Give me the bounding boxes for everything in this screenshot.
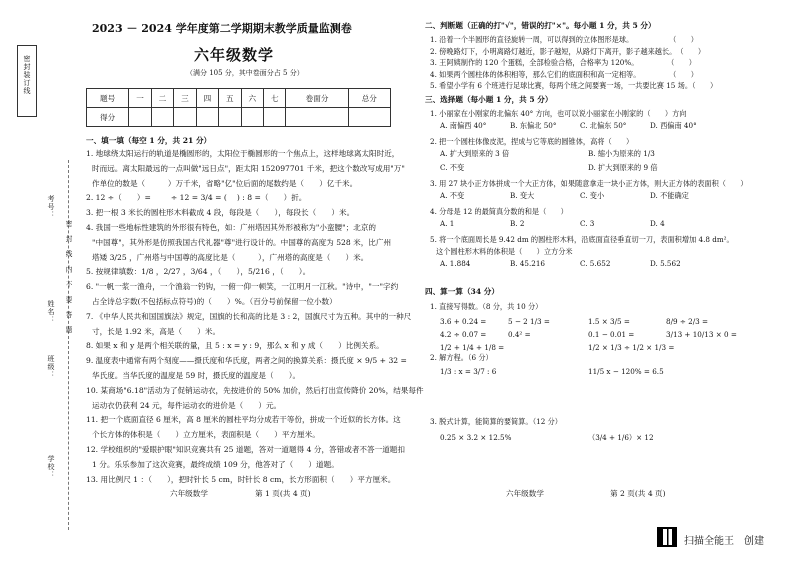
question-line: 5. 按规律填数：1/8 ，2/27 ，3/64 ，（ ），5/216 ，（ ）。: [86, 267, 311, 277]
question-line: 1. 地球绕太阳运行的轨道是椭圆形的，太阳位于椭圆形的一个焦点上，这样地球离太阳时近，: [86, 149, 400, 158]
section4-title: 四、算一算（34 分）: [425, 287, 499, 296]
section3-title: 三、选择题（每小题 1 分，共 5 分）: [425, 95, 553, 104]
score-cell[interactable]: [219, 108, 241, 127]
choice-question-cont: 这个圆柱形木料的体积是（ ）立方分米: [436, 247, 573, 256]
question-line: 占全诗总字数(不包括标点符号)的（ ）%。（百分号前保留一位小数）: [92, 297, 337, 306]
exam-title: 2023 － 2024 学年度第二学期期末教学质量监测卷: [92, 22, 352, 35]
choice-option: D. 不能确定: [650, 191, 689, 200]
choice-question: 4. 分母是 12 的最简真分数的和是（ ）: [430, 207, 568, 216]
choice-option: B. 45.216: [510, 259, 546, 268]
choice-option: B. 缩小为原来的 1/3: [588, 149, 655, 158]
judge-item: 5. 希望小学有 6 个班进行足球比赛，每两个班之间要赛一场，一共要比赛 15 场。（ ）: [430, 81, 718, 90]
question-line: 个长方体的体积是（ ）立方厘米，表面积是（ ）平方厘米。: [92, 430, 320, 440]
calc-item: 3.6 + 0.24 =: [440, 317, 487, 326]
score-row-label: 得分: [87, 108, 129, 127]
question-line: 4. 我国一些地标性建筑的外形很有特色，如：广州塔因其外形被称为"小蛮腰"；北京的: [86, 223, 377, 232]
question-line: 塔矮 3/25 ，广州塔与中国尊的高度比是（ ），广州塔的高度是（ ）米。: [92, 252, 369, 262]
field-school: 学校：: [47, 455, 55, 479]
choice-option: C. 北偏东 50°: [580, 121, 627, 130]
question-line: 1 分。乐乐参加了这次竞赛，最终成绩 109 分，他答对了（ ）道题。: [92, 459, 339, 469]
choice-option: C. 变小: [580, 191, 605, 200]
score-note: （满分 105 分，其中卷面分占 5 分）: [186, 69, 304, 77]
field-name: 姓名：: [47, 300, 55, 324]
choice-option: A. 扩大到原来的 3 倍: [440, 149, 510, 158]
score-table: [86, 88, 391, 127]
question-line: 3. 把一根 3 米长的圆柱形木料截成 4 段，每段是（ ），每段长（ ）米。: [86, 208, 355, 218]
calc-item: 0.4² =: [508, 330, 531, 339]
question-line: 7. 《中华人民共和国国旗法》规定，国旗的长和高的比是 3 : 2，国旗尺寸为五种。其中的一种尺: [86, 311, 412, 321]
calc-item: 0.1 − 0.01 =: [588, 330, 635, 339]
calc-item: 1/2 × 1/3 ÷ 1/2 × 1/3 =: [588, 343, 675, 352]
subject-title: 六年级数学: [194, 46, 275, 64]
simplify-expr-2: （3/4 + 1/6）× 12: [588, 433, 654, 442]
left-footer-subject: 六年级数学: [170, 489, 208, 498]
question-line: 时而远。离太阳最远的一点叫做"远日点"，距太阳 152097701 千米，把这个数改写成用"万": [92, 163, 405, 173]
question-line: 11. 把一个底面直径 6 厘米，高 8 厘米的圆柱平均分成若干等份，拼成一个近似的长方体。这: [86, 415, 401, 425]
choice-option: A. 南偏西 40°: [440, 121, 487, 130]
question-line: 12. 学校组织的"爱眼护眼"知识竞赛共有 25 道题，答对一道题得 4 分，答错或者不答一道题扣: [86, 445, 405, 454]
binding-label: 密封装订线: [23, 55, 31, 95]
choice-option: C. 3: [580, 219, 595, 228]
calc-item: 4.2 ÷ 0.07 =: [440, 330, 487, 339]
binding-line: [68, 160, 69, 530]
score-header: 一: [129, 89, 151, 108]
scanner-watermark: 扫描全能王 创建: [684, 536, 764, 547]
choice-question: 5. 将一个底面周长是 9.42 dm 的圆柱形木料，沿底面直径垂直切一刀，表面积增加 4.8 dm²。: [430, 235, 734, 244]
calc-item: 5 − 2 1/3 =: [508, 317, 550, 326]
question-line: 寸，长是 1.92 米，高是（ ）米。: [92, 326, 221, 336]
choice-question: 2. 把一个圆柱体像皮泥，捏成与它等底的圆锥体，高将（ ）: [430, 137, 634, 146]
choice-option: A. 1: [440, 219, 455, 228]
score-header: 题号: [87, 89, 129, 108]
choice-option: B. 2: [510, 219, 525, 228]
question-line: 2. 12 ÷（ ）= ÷ 12 = 3/4 = ( ) : 8 =（ ）折。: [86, 193, 307, 203]
choice-option: D. 西偏南 40°: [650, 121, 697, 130]
question-line: 华氏度。当华氏度的温度是 59 时，摄氏度的温度是（ ）。: [92, 371, 301, 380]
choice-option: D. 4: [650, 219, 665, 228]
question-line: 作单位的数是（ ）万千米，省略"亿"位后面的尾数约是（ ）亿千米。: [92, 178, 358, 188]
field-class: 班级：: [47, 355, 55, 379]
score-cell[interactable]: [174, 108, 196, 127]
section1-title: 一、填一填（每空 1 分，共 21 分）: [86, 136, 212, 145]
score-cell[interactable]: [241, 108, 263, 127]
solve-title: 2. 解方程。（6 分）: [430, 353, 493, 362]
solve-equation-2: 11/5 x − 120% = 6.5: [588, 367, 664, 376]
calc-item: 3/13 + 10/13 × 0 =: [666, 330, 737, 339]
field-exam-number: 考号：: [47, 195, 55, 219]
calc-item: 8/9 ÷ 2/3 =: [666, 317, 709, 326]
question-line: 13. 用比例尺 1 ：（ ），把时针长 5 cm，时针长 8 cm，长方形面积（ ）平方厘米。: [86, 474, 396, 484]
question-line: 10. 某商场"6.18"活动为了促销运动衣，先按进价的 50% 加价，然后打出宣传降价 20%，结果每件: [86, 385, 424, 395]
score-header: 三: [174, 89, 196, 108]
choice-option: D. 扩大到原来的 9 倍: [588, 163, 658, 172]
choice-option: D. 5.562: [650, 259, 681, 268]
seal-instruction: 密 封 线 内 不 要 答 题: [64, 220, 72, 334]
choice-option: A. 1.884: [440, 259, 471, 268]
simplify-title: 3. 脱式计算，能简算的要简算。（12 分）: [430, 417, 562, 426]
choice-question: 1. 小丽家在小刚家的北偏东 40° 方向，也可以说小丽家在小刚家的（ ）方向: [430, 109, 687, 118]
question-line: "中国尊"，其外形是仿照我国古代礼器"尊"进行设计的。中国尊的高度为 528 米，比广州: [92, 237, 392, 247]
score-header: 总分: [348, 89, 390, 108]
qr-code-icon: [657, 527, 677, 547]
score-header: 卷面分: [286, 89, 348, 108]
choice-option: A. 不变: [440, 191, 465, 200]
section2-title: 二、判断题（正确的打"√"，错误的打"×"。每小题 1 分，共 5 分）: [425, 21, 656, 30]
choice-question: 3. 用 27 块小正方体拼成一个大正方体，如果随意拿走一块小正方体，则大正方体的表面积（ ）: [430, 179, 748, 188]
choice-option: C. 不变: [440, 163, 465, 172]
simplify-expr-1: 0.25 × 3.2 × 12.5%: [440, 433, 512, 442]
left-footer-page: 第 1 页(共 4 页): [255, 489, 311, 498]
score-cell[interactable]: [129, 108, 151, 127]
score-header: 七: [264, 89, 286, 108]
judge-item: 1. 沿着一个半圆形的直径旋转一周，可以得到的立体图形是球。 （ ）: [430, 35, 698, 44]
choice-option: B. 东偏北 50°: [510, 121, 557, 130]
score-cell[interactable]: [196, 108, 218, 127]
question-line: 运动衣仍获利 24 元，每件运动衣的进价是（ ）元。: [92, 400, 282, 410]
judge-item: 3. 王阿姨制作的 120 个蛋糕，全部检验合格，合格率为 120%。 （ ）: [430, 58, 696, 67]
score-cell[interactable]: [264, 108, 286, 127]
calc-item: 1.5 × 3/5 =: [588, 317, 630, 326]
score-cell[interactable]: [348, 108, 390, 127]
question-line: 9. 温度表中通常有两个刻度——摄氏度和华氏度，两者之间的换算关系：摄氏度 × 9/5 + 32 =: [86, 356, 407, 366]
calc-item: 1/2 + 1/4 + 1/8 =: [440, 343, 505, 352]
solve-equation-1: 1/3 : x = 3/7 : 6: [440, 367, 497, 376]
choice-option: C. 5.652: [580, 259, 611, 268]
score-header: 五: [219, 89, 241, 108]
score-header: 二: [151, 89, 173, 108]
score-header: 四: [196, 89, 218, 108]
judge-item: 4. 如果两个圆柱体的体积相等，那么它们的底面积和高一定相等。 （ ）: [430, 69, 698, 79]
score-cell[interactable]: [151, 108, 173, 127]
calc-title: 1. 直接写得数。（8 分，共 10 分）: [430, 302, 543, 311]
question-line: 6. "一帆一浆一渔舟，一个渔翁一钓钩，一俯一仰一顿笑，一江明月一江秋。"诗中，"一"字约: [86, 282, 399, 292]
score-header: 六: [241, 89, 263, 108]
right-footer-page: 第 2 页(共 4 页): [610, 489, 666, 498]
question-line: 8. 如果 x 和 y 是两个相关联的量，且 5 : x = y : 9，那么 x 和 y 成（ ）比例关系。: [86, 341, 384, 351]
right-footer-subject: 六年级数学: [506, 489, 544, 498]
score-cell[interactable]: [286, 108, 348, 127]
judge-item: 2. 傍晚路灯下，小明离路灯越近，影子越短，从路灯下离开，影子越来越长。 （ ）: [430, 46, 706, 56]
choice-option: B. 变大: [510, 191, 535, 200]
